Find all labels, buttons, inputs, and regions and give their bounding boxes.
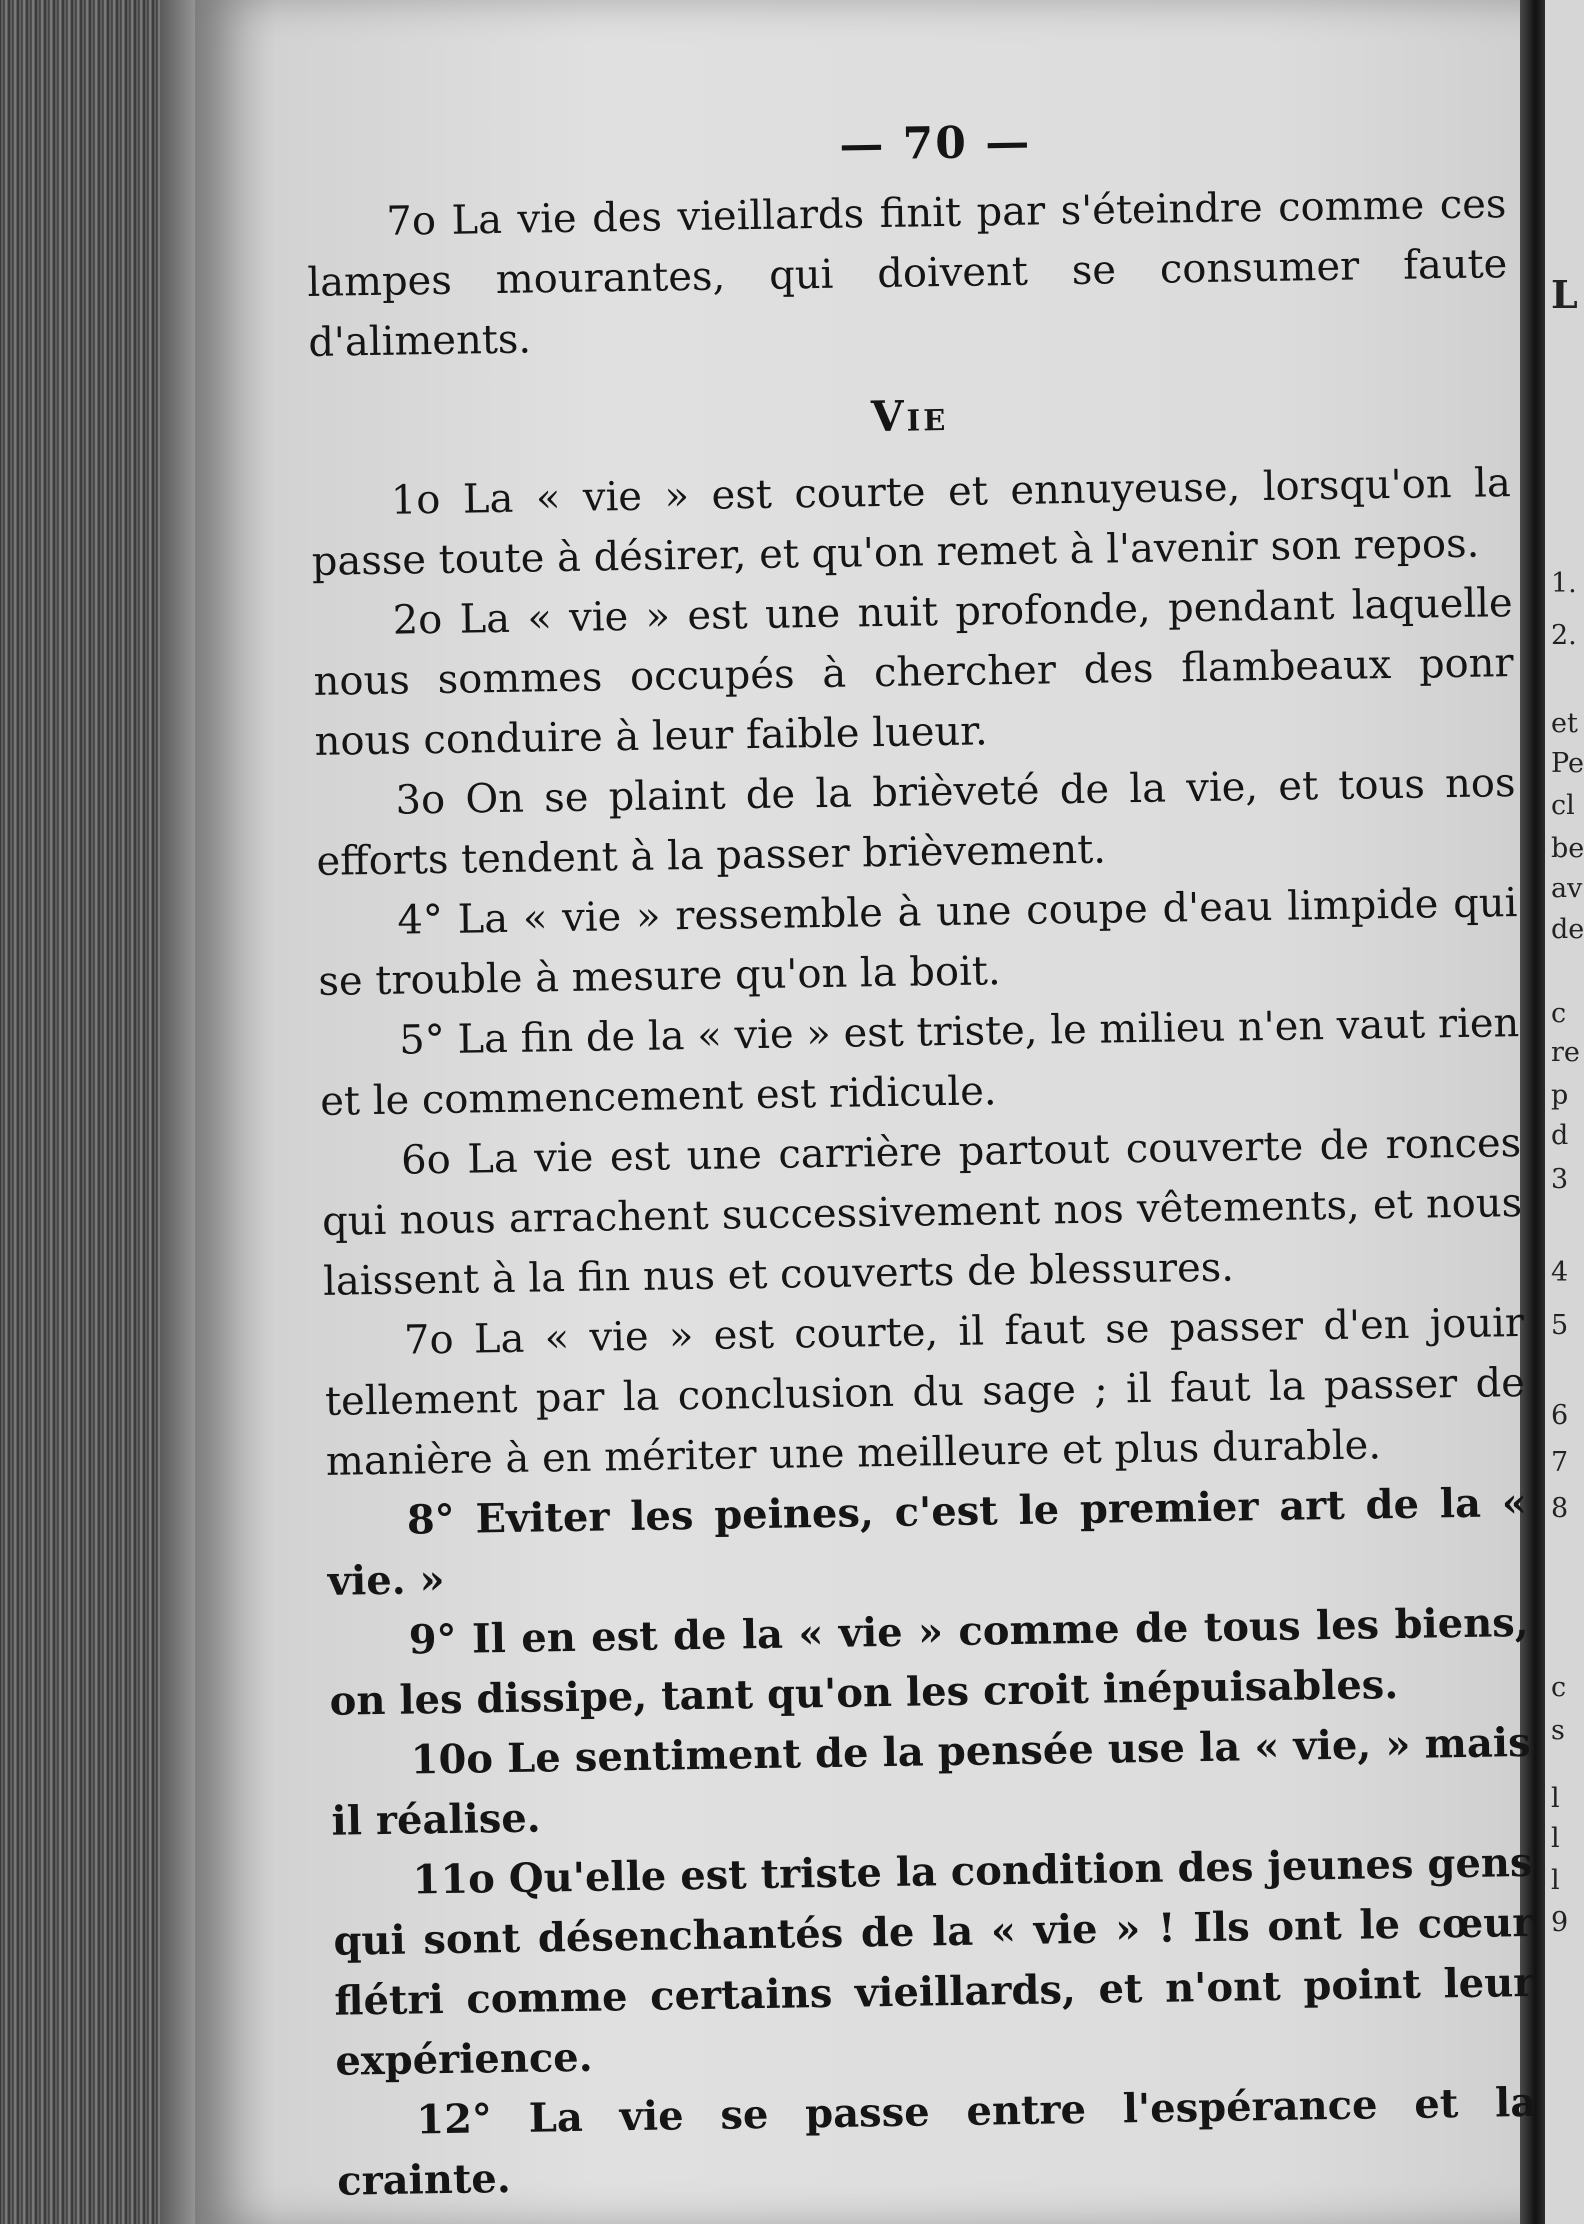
next-page-fragment: s (1551, 1715, 1565, 1746)
next-page-fragment: l (1551, 1783, 1560, 1814)
maxims-list (310, 453, 1537, 2212)
next-page-fragment: l (1551, 1823, 1560, 1854)
list-item: 9° Il en est de la « vie » comme de tous les biens, on les dissipe, tant qu'on les croit inépuisables. (329, 1598, 1529, 1725)
list-item: 5° La fin de la « vie » est triste, le milieu n'en vaut rien et le commencement est ridicule. (319, 1000, 1520, 1125)
list-item: 3o On se plaint de la brièveté de la vie, et tous nos efforts tendent à la passer brièvement. (316, 760, 1516, 885)
page-number: — 70 — (838, 116, 1032, 171)
list-item: 12° La vie se passe entre l'espérance et la crainte. (336, 2078, 1537, 2205)
list-item: 8° Eviter les peines, c'est le premier art de la « vie. » (327, 1478, 1528, 1605)
next-page-fragment: 9 (1551, 1907, 1569, 1938)
next-page-fragment: be (1551, 833, 1584, 864)
next-page-fragment: c (1551, 1672, 1567, 1703)
next-page-fragment: re (1551, 1037, 1580, 1068)
next-page-edge (1545, 0, 1584, 2224)
list-item: 10o Le sentiment de la pensée use la « vie, » mais il réalise. (331, 1718, 1531, 1845)
list-item: 4° La « vie » ressemble à une coupe d'eau limpide qui se trouble à mesure qu'on la boit. (318, 880, 1518, 1005)
list-item: 1o La « vie » est courte et ennuyeuse, lorsqu'on la passe toute à désirer, et qu'on remet à l'avenir son repos. (311, 460, 1512, 585)
next-page-fragment: c (1551, 998, 1567, 1029)
next-page-fragment: 5 (1551, 1310, 1569, 1341)
next-page-fragment: av (1551, 873, 1583, 904)
list-item: 2o La « vie » est une nuit profonde, pendant laquelle nous sommes occupés à chercher des flambeaux ponr nous conduire à leur faible lueur. (313, 580, 1514, 765)
next-page-fragment: et (1551, 708, 1578, 739)
next-page-fragment: d (1551, 1120, 1569, 1151)
list-item: 7o La « vie » est courte, il faut se passer d'en jouir tellement par la conclusion du sage ; il faut la passer de manière à en mériter une meilleure et plus durable. (324, 1300, 1526, 1485)
intro-paragraph: 7o La vie des vieillards finit par s'éteindre comme ces lampes mourantes, qui doivent se consumer faute d'aliments. (307, 181, 1508, 366)
next-page-fragment: de (1551, 914, 1584, 945)
next-page-fragment: p (1551, 1080, 1569, 1111)
next-page-fragment: L (1551, 272, 1578, 317)
next-page-fragment: 1. (1551, 568, 1577, 599)
next-page-fragment: 8 (1551, 1493, 1569, 1524)
list-item: 11o Qu'elle est triste la condition des jeunes gens qui sont désenchantés de la « vie » ! Ils ont le cœur flétri comme certains vieillards, et n'ont point leur expérience. (333, 1838, 1535, 2085)
section-title: Vie (870, 390, 949, 442)
next-page-fragment: 6 (1551, 1400, 1569, 1431)
next-page-fragment: cl (1551, 790, 1575, 821)
next-page-fragment: 2. (1551, 620, 1577, 651)
next-page-fragment: l (1551, 1865, 1560, 1896)
list-item: 6o La vie est une carrière partout couverte de ronces qui nous arrachent successivement nos vêtements, et nous laissent à la fin nus et couverts de blessures. (321, 1120, 1523, 1305)
page-text (305, 109, 1538, 2212)
book-edge (0, 0, 200, 2224)
next-page-fragment: 3 (1551, 1164, 1569, 1195)
next-page-fragment: Pe (1551, 748, 1584, 779)
next-page-fragment: 7 (1551, 1447, 1569, 1478)
next-page-fragment: 4 (1551, 1257, 1569, 1288)
